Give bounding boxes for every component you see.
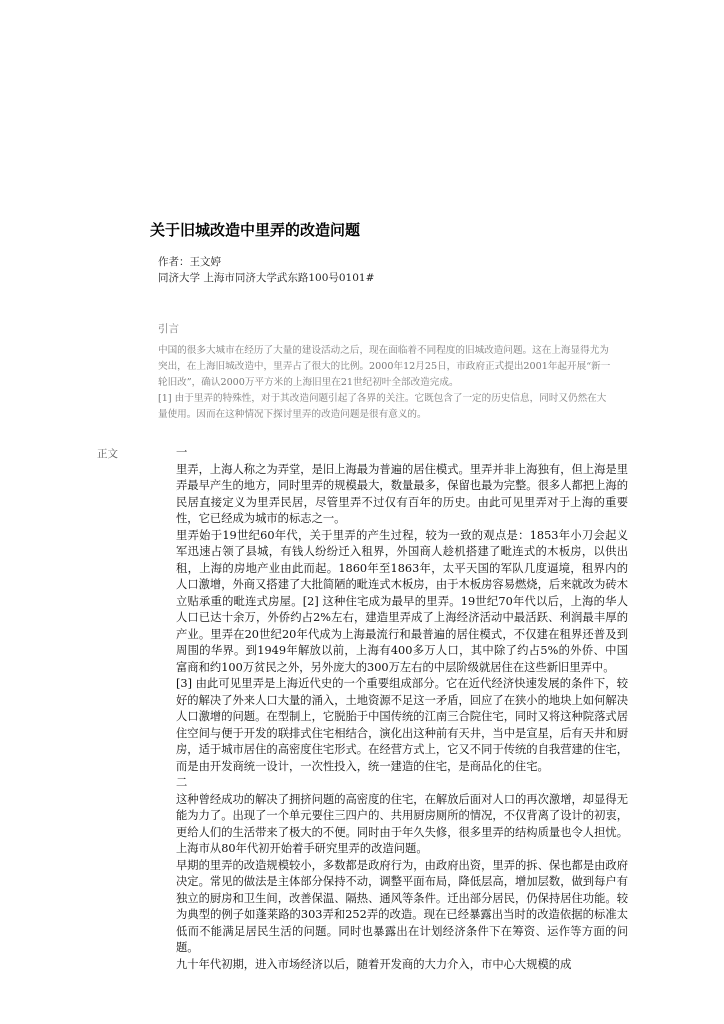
abstract-block xyxy=(158,343,612,423)
abstract-paragraph: 中国的很多大城市在经历了大量的建设活动之后，现在面临着不同程度的旧城改造问题。这在上海显得尤为突出，在上海旧城改造中，里弄占了很大的比例。2000年12月25日，市政府正式提出2001年起开展“新一轮旧改”，确认2000万平方米的上海旧里在21世纪初叶全部改造完成。 xyxy=(158,345,611,388)
section-heading: 二 xyxy=(176,776,188,789)
document-title: 关于旧城改造中里弄的改造问题 xyxy=(150,221,361,239)
abstract-heading: 引言 xyxy=(158,323,179,335)
body-paragraph: [3] 由此可见里弄是上海近代史的一个重要组成部分。它在近代经济快速发展的条件下，较好的解决了外来人口大量的涌入，土地资源不足这一矛盾，回应了在狭小的地块上如何解决人口激增的问题。在型制上，它脱胎于中国传统的江南三合院住宅，同时又将这种院落式居住空间与便于开发的联排式住宅相结合，演化出这种前有天井，当中是宣星，后有天井和厨房，适于城市居住的高密度住宅形式。在经营方式上，它又不同于传统的自我营建的住宅，而是由开发商统一设计，一次性投入，统一建造的住宅，是商品化的住宅。 xyxy=(176,677,628,773)
section-heading: 一 xyxy=(176,446,188,459)
body-paragraph: 里弄始于19世纪60年代，关于里弄的产生过程，较为一致的观点是：1853年小刀会起义军迅速占领了县城，有钱人纷纷迁入租界，外国商人趁机搭建了毗连式的木板房，以供出租，上海的房地产业由此而起。1860年至1863年，太平天国的军队几度逼境，租界内的人口激增，外商又搭建了大批简陋的毗连式木板房，由于木板房容易燃烧，后来就改为砖木立贴承重的毗连式房屋。[2] 这种住宅成为最早的里弄。19世纪70年代以后，上海的华人人口已达十余万，外侨约占2%左右，建造里弄成了上海经济活动中最活跃、利润最丰厚的产业。里弄在20世纪20年代成为上海最流行和最普遍的居住模式，不仅建在租界还普及到周围的华界。到1949年解放以前，上海有400多万人口，其中除了约占5%的外侨、中国富商和约100万贫民之外，另外庞大的300万左右的中层阶级就居住在这些新旧里弄中。 xyxy=(176,528,628,674)
body-paragraph: 早期的里弄的改造规模较小，多数都是政府行为，由政府出资，里弄的拆、保也都是由政府决定。常见的做法是主体部分保持不动，调整平面布局，降低层高，增加层数，做到每户有独立的厨房和卫生间，改善保温、隔热、通风等条件。迁出部分居民，仍保持居住功能。较为典型的例子如蓬莱路的303弄和252弄的改造。现在已经暴露出当时的改造依据的标准太低而不能满足居民生活的问题。同时也暴露出在计划经济条件下在筹资、运作等方面的问题。 xyxy=(176,858,628,954)
body-paragraph: 九十年代初期，进入市场经济以后，随着开发商的大力介入，市中心大规模的成 xyxy=(176,957,572,971)
abstract-paragraph: [1] 由于里弄的特殊性，对于其改造问题引起了各界的关注。它既包含了一定的历史信息，同时又仍然在大量使用。因而在这种情况下探讨里弄的改造问题是很有意义的。 xyxy=(158,393,607,420)
body-paragraph: 这种曾经成功的解决了拥挤问题的高密度的住宅，在解放后面对人口的再次激增，却显得无能为力了。出现了一个单元要住三四户的、共用厨房厕所的情况，不仅背离了设计的初衷，更给人们的生活带来了极大的不便。同时由于年久失修，很多里弄的结构质量也令人担忧。上海市从80年代初开始着手研究里弄的改造问题。 xyxy=(176,792,628,855)
author-affiliation: 同济大学 上海市同济大学武东路100号0101# xyxy=(158,272,375,284)
body-paragraph: 里弄，上海人称之为弄堂，是旧上海最为普遍的居住模式。里弄并非上海独有，但上海是里弄最早产生的地方，同时里弄的规模最大，数量最多，保留也最为完整。很多人都把上海的民居直接定义为里弄民居，尽管里弄不过仅有百年的历史。由此可见里弄对于上海的重要性，它已经成为城市的标志之一。 xyxy=(176,462,628,525)
author-name: 作者：王文婷 xyxy=(158,256,221,268)
author-block xyxy=(158,254,374,286)
body-label: 正文 xyxy=(97,448,118,460)
body-text xyxy=(176,445,628,973)
